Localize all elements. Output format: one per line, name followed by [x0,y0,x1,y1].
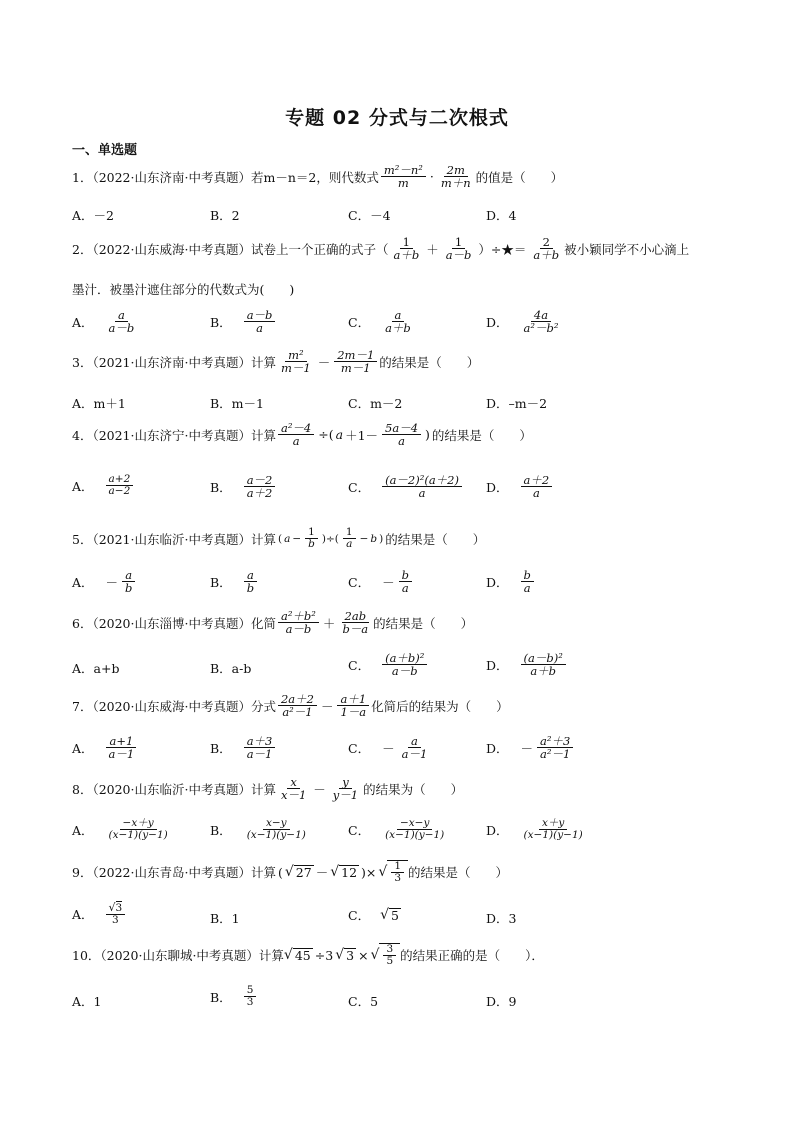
q1-prefix: 1．（2022·山东济南·中考真题）若 [72,169,264,185]
q1-option-c[interactable]: C．－4 [348,208,391,223]
q3-suffix: 的结果是（ ） [379,354,480,370]
q6-option-b[interactable]: B．a-b [210,661,252,676]
q6-option-a[interactable]: A．a+b [72,661,120,676]
q10-option-b[interactable]: B． $\frac{5}{3}$ [210,985,258,1008]
q4-option-b[interactable]: B． $\frac{a-2}{a+2}$ [210,474,277,499]
q10-prefix: 10．（2020·山东聊城·中考真题）计算 [72,948,284,964]
q7-suffix: 化简后的结果为（ ） [371,698,509,714]
q3-option-c[interactable]: C．m－2 [348,396,403,411]
question-7: 7．（2020·山东威海·中考真题）分式 $\frac{2a+2}{\text{a²－1}}$ － $\frac{a+1}{1-a}$ 化简后的结果为（ ） [72,692,509,720]
question-3: 3．（2021·山东济南·中考真题）计算 $\frac{\text{m²}}{m-1}$ － $\frac{2m-1}{m-1}$ 的结果是（ ） [72,348,480,376]
question-8: 8．（2020·山东临沂·中考真题）计算 $\frac{x}{x-1}$ － $\frac{y}{y-1}$ 的结果为（ ） [72,775,464,803]
question-5: 5．（2021·山东临沂·中考真题）计算 ( a − $\frac{1}{b}$ )÷( $\frac{1}{a}$ − b ) 的结果是（ ） [72,526,486,551]
q2-fraction-2: $\frac{1}{a-b}$ [445,235,472,263]
question-2: 2．（2022·山东威海·中考真题）试卷上一个正确的式子（ $\frac{1}{a+b}$ ＋ $\frac{1}{a-b}$ ）÷★＝ $\frac{2}{a+b}$ 被小颖同学不小心滴上 [72,235,690,263]
q8-suffix: 的结果为（ ） [363,781,464,797]
q2-option-c[interactable]: C． $\frac{a}{a+b}$ [348,308,411,336]
q2-line-2: 墨汁．被墨汁遮住部分的代数式为( ) [72,282,295,297]
q2-suffix: 被小颖同学不小心滴上 [564,241,690,257]
q3-option-a[interactable]: A．m＋1 [72,396,126,411]
q5-option-a[interactable]: A． － $\frac{a}{b}$ [72,569,137,594]
q5-prefix: 5．（2021·山东临沂·中考真题）计算 [72,531,276,547]
q10-suffix: 的结果正确的是（ ）． [400,948,544,964]
q8-option-a[interactable]: A． $\frac{-x+y}{(x-1)(y-1)}$ [72,817,168,842]
q9-option-a[interactable]: A． $\frac{√3}{3}$ [72,902,127,926]
q9-suffix: 的结果是（ ） [408,865,509,881]
section-heading: 一、单选题 [72,143,138,158]
q1-cond: m－n＝2，则代数式 [263,169,379,185]
question-4: 4．（2021·山东济宁·中考真题）计算 $\frac{\text{a²－4}}{a}$ ÷( a ＋1－ $\frac{5a-4}{a}$ ) 的结果是（ ） [72,421,532,449]
q6-suffix: 的结果是（ ） [373,615,474,631]
q7-prefix: 7．（2020·山东威海·中考真题）分式 [72,698,276,714]
q5-option-d[interactable]: D． $\frac{b}{a}$ [486,569,536,594]
q5-suffix: 的结果是（ ） [385,531,486,547]
q7-option-c[interactable]: C． － $\frac{a}{a-1}$ [348,734,428,762]
q2-prefix: 2．（2022·山东威海·中考真题）试卷上一个正确的式子（ [72,241,389,257]
question-1: 1．（2022·山东济南·中考真题）若 m－n＝2，则代数式 $\frac{\text{m²－n²}}{m}$ · $\frac{2m}{m+n}$ 的值是（ ） [72,163,564,191]
q5-option-b[interactable]: B． $\frac{a}{b}$ [210,569,259,594]
q1-option-a[interactable]: A．－2 [72,208,114,223]
q6-option-c[interactable]: C． $\frac{\text{(a＋b)²}}{a-b}$ [348,652,429,677]
q9-prefix: 9．（2022·山东青岛·中考真题）计算 [72,865,276,881]
q8-option-c[interactable]: C． $\frac{-x-y}{(x-1)(y-1)}$ [348,817,445,842]
q4-option-d[interactable]: D． $\frac{a+2}{a}$ [486,474,554,499]
q2-fraction-1: $\frac{1}{a+b}$ [393,235,420,263]
q8-option-b[interactable]: B． $\frac{x-y}{(x-1)(y-1)}$ [210,817,306,842]
q9-option-b[interactable]: B．1 [210,911,240,926]
q1-option-d[interactable]: D．4 [486,208,517,223]
q1-fraction-2: $\frac{2m}{m+n}$ [440,163,471,191]
q4-option-a[interactable]: A． $\frac{a+2}{a-2}$ [72,474,135,497]
q3-option-d[interactable]: D．–m－2 [486,396,548,411]
q9-option-c[interactable]: C． √ 5 [348,907,399,923]
q6-option-d[interactable]: D． $\frac{\text{(a－b)²}}{a+b}$ [486,652,568,677]
q2-fraction-3: $\frac{2}{a+b}$ [533,235,560,263]
q6-prefix: 6．（2020·山东淄博·中考真题）化简 [72,615,276,631]
q1-fraction-1: $\frac{\text{m²－n²}}{m}$ [381,164,426,189]
q10-option-d[interactable]: D．9 [486,994,517,1009]
q1-suffix: 的值是（ ） [475,169,564,185]
q8-prefix: 8．（2020·山东临沂·中考真题）计算 [72,781,276,797]
q4-suffix: 的结果是（ ） [431,427,532,443]
question-9: 9．（2022·山东青岛·中考真题）计算 ( √ 27 － √ 12 )× √ $\frac{1}{3}$ 的结果是（ ） [72,860,509,885]
q5-option-c[interactable]: C． － $\frac{b}{a}$ [348,569,414,594]
q9-option-d[interactable]: D．3 [486,911,517,926]
q7-option-a[interactable]: A． $\frac{a+1}{a-1}$ [72,735,139,760]
q2-option-a[interactable]: A． $\frac{a}{a-b}$ [72,308,135,336]
q7-option-b[interactable]: B． $\frac{a+3}{a-1}$ [210,735,277,760]
question-10: 10．（2020·山东聊城·中考真题）计算 √ 45 ÷3 √ 3 × √ $\frac{3}{5}$ 的结果正确的是（ ）． [72,943,544,968]
q10-option-c[interactable]: C．5 [348,994,379,1009]
q4-option-c[interactable]: C． $\frac{\text{(a－2)²(a＋2)}}{a}$ [348,474,464,499]
q4-prefix: 4．（2021·山东济宁·中考真题）计算 [72,427,276,443]
q2-option-b[interactable]: B． $\frac{a-b}{a}$ [210,309,277,334]
q7-option-d[interactable]: D． － $\frac{\text{a²＋3}}{\text{a²－1}}$ [486,735,575,760]
q8-option-d[interactable]: D． $\frac{x+y}{(x-1)(y-1)}$ [486,817,583,842]
q2-option-d[interactable]: D． $\frac{4a}{\text{a²－b²}}$ [486,308,559,336]
q3-prefix: 3．（2021·山东济南·中考真题）计算 [72,354,276,370]
q3-option-b[interactable]: B．m－1 [210,396,264,411]
page-title: 专题 02 分式与二次根式 [285,107,509,129]
question-6: 6．（2020·山东淄博·中考真题）化简 $\frac{\text{a²＋b²}}{a-b}$ ＋ $\frac{2ab}{b-a}$ 的结果是（ ） [72,609,474,637]
q10-option-a[interactable]: A．1 [72,994,102,1009]
q1-option-b[interactable]: B．2 [210,208,240,223]
